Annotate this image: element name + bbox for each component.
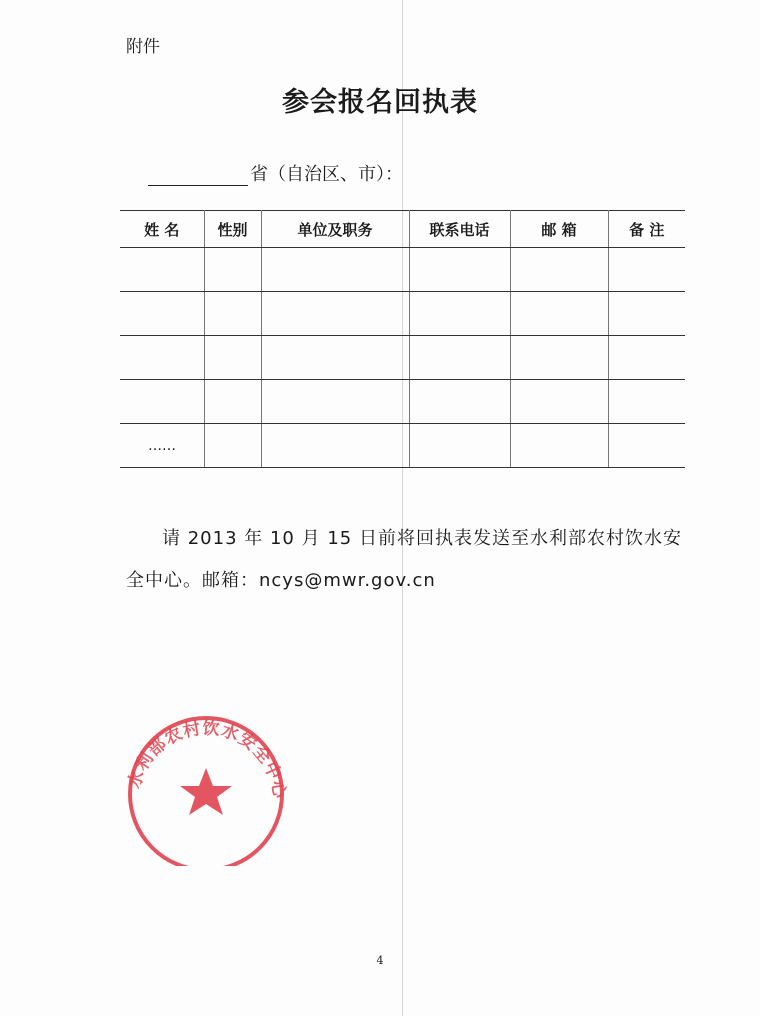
table-cell-ellipsis: …… bbox=[120, 424, 204, 468]
table-row bbox=[120, 292, 685, 336]
header-gender: 性别 bbox=[204, 211, 261, 248]
table-cell bbox=[510, 380, 608, 424]
table-cell bbox=[409, 336, 510, 380]
table-cell bbox=[204, 336, 261, 380]
table-cell bbox=[608, 380, 685, 424]
header-name: 姓 名 bbox=[120, 211, 204, 248]
header-email: 邮 箱 bbox=[510, 211, 608, 248]
table-cell bbox=[409, 380, 510, 424]
table-row bbox=[120, 248, 685, 292]
table-cell bbox=[608, 248, 685, 292]
table-cell bbox=[608, 424, 685, 468]
header-organization-title: 单位及职务 bbox=[261, 211, 409, 248]
registration-table bbox=[120, 210, 685, 468]
table-cell bbox=[510, 248, 608, 292]
table-cell bbox=[510, 336, 608, 380]
table-cell bbox=[120, 292, 204, 336]
seal-text: 水利部农村饮水安全中心 bbox=[124, 718, 290, 801]
province-line bbox=[148, 160, 403, 186]
table-cell bbox=[409, 248, 510, 292]
star-icon bbox=[180, 768, 232, 815]
table-cell bbox=[204, 248, 261, 292]
official-seal bbox=[116, 706, 296, 866]
table-cell bbox=[608, 292, 685, 336]
table-cell bbox=[608, 336, 685, 380]
table-cell bbox=[261, 292, 409, 336]
scan-fold-line bbox=[402, 0, 403, 1016]
table-cell bbox=[120, 248, 204, 292]
attachment-label: 附件 bbox=[126, 37, 160, 57]
table-cell bbox=[261, 248, 409, 292]
table-cell bbox=[120, 336, 204, 380]
table-cell bbox=[204, 380, 261, 424]
table-cell bbox=[261, 424, 409, 468]
table-cell bbox=[261, 380, 409, 424]
table-cell bbox=[261, 336, 409, 380]
table-cell bbox=[204, 424, 261, 468]
table-row bbox=[120, 336, 685, 380]
table-row bbox=[120, 380, 685, 424]
province-blank bbox=[148, 165, 248, 186]
province-suffix: 省（自治区、市）： bbox=[250, 164, 403, 185]
table-row bbox=[120, 424, 685, 468]
page-title: 参会报名回执表 bbox=[282, 87, 478, 118]
header-phone: 联系电话 bbox=[409, 211, 510, 248]
table-cell bbox=[409, 292, 510, 336]
table-cell bbox=[204, 292, 261, 336]
table-cell bbox=[510, 424, 608, 468]
table-cell bbox=[409, 424, 510, 468]
table-header-row bbox=[120, 211, 685, 248]
submission-notice: 请 2013 年 10 月 15 日前将回执表发送至水利部农村饮水安全中心。邮箱：ncys@mwr.gov.cn bbox=[126, 528, 682, 591]
table-cell bbox=[510, 292, 608, 336]
table-cell bbox=[120, 380, 204, 424]
page-number: 4 bbox=[376, 954, 384, 967]
header-remarks: 备 注 bbox=[608, 211, 685, 248]
